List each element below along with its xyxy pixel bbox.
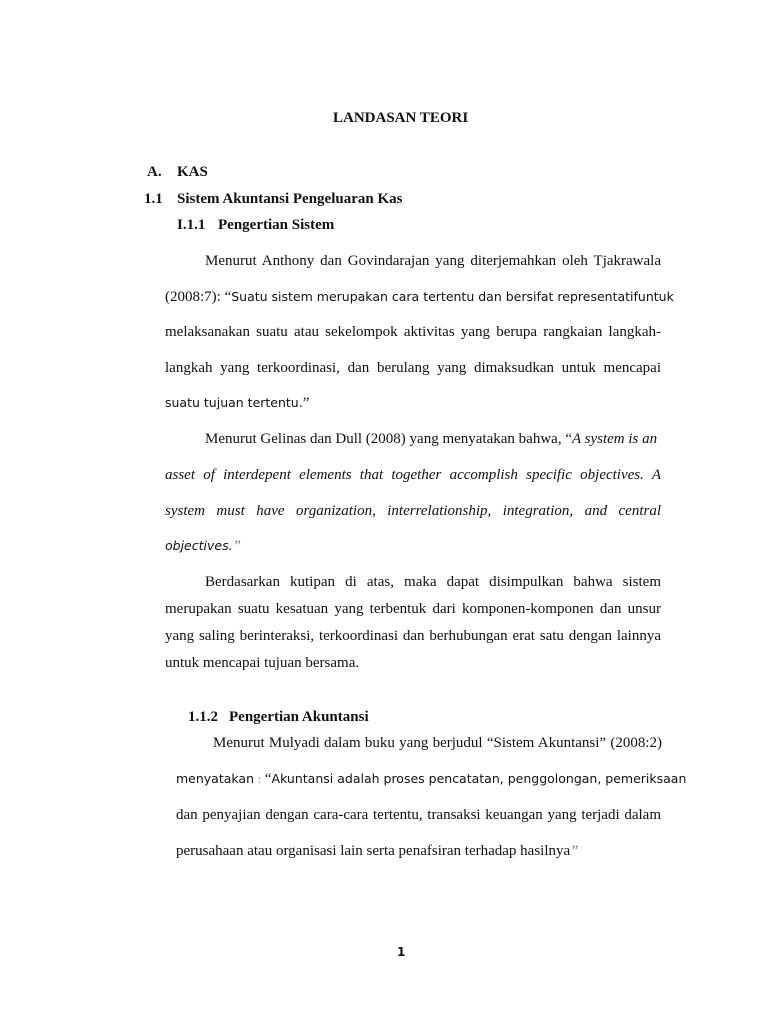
- para4-line2-open: “: [264, 771, 272, 787]
- page-number: 1: [397, 945, 406, 959]
- para1-line2-quote: Suatu sistem merupakan cara tertentu dan bersifat representatif: [231, 289, 638, 304]
- section-1-1-number: 1.1: [144, 191, 163, 207]
- section-1-1-1-number: I.1.1: [177, 217, 206, 233]
- para4-line1: [213, 735, 662, 752]
- para1-line2-tail: untuk: [637, 289, 674, 304]
- para2-line3: system must have organization, interrelationship, integration, and central: [165, 503, 661, 519]
- section-a-label: KAS: [177, 164, 208, 180]
- para4-line2: [176, 771, 687, 788]
- para3-line3: yang saling berinteraksi, terkoordinasi dan berhubungan erat satu dengan lainnya: [165, 628, 661, 644]
- para4-line2-quote: Akuntansi adalah proses pencatatan, penggolongan, pemeriksaan: [271, 771, 687, 786]
- page-title: LANDASAN TEORI: [333, 110, 469, 126]
- section-1-1-2-number: 1.1.2: [188, 709, 218, 725]
- para4-line4-text: perusahaan atau organisasi lain serta penafsiran terhadap hasilnya: [176, 843, 571, 859]
- para2-line2: asset of interdepent elements that together accomplish specific objectives. A: [165, 467, 661, 483]
- para2-line1-italic: A system is an: [571, 431, 658, 447]
- para2-line4-text: objectives.: [165, 538, 233, 553]
- section-a-marker: A.: [147, 164, 162, 180]
- para2-line4: [165, 538, 241, 555]
- para1-line2-lead: (2008:7): “: [165, 289, 232, 305]
- para4-line3: dan penyajian dengan cara-cara tertentu, transaksi keuangan yang terjadi dalam: [176, 807, 661, 823]
- para4-line4: [176, 843, 579, 860]
- para1-line5-text: suatu tujuan tertentu.: [165, 395, 303, 410]
- para1-line5-close: ”: [302, 395, 310, 411]
- para2-line4-close: ”: [232, 538, 241, 554]
- para3-line2: merupakan suatu kesatuan yang terbentuk dari komponen-komponen dan unsur: [165, 601, 661, 617]
- para1-line5: [165, 395, 309, 412]
- para4-line1-text: Menurut Mulyadi dalam buku yang berjudul “Sistem Akuntansi” (2008:2): [213, 735, 662, 751]
- para3-line1: Berdasarkan kutipan di atas, maka dapat disimpulkan bahwa sistem: [205, 574, 661, 590]
- para4-line2-lead: menyatakan: [176, 771, 255, 786]
- section-1-1-label: Sistem Akuntansi Pengeluaran Kas: [177, 191, 403, 207]
- section-1-1-1-label: Pengertian Sistem: [218, 217, 335, 233]
- section-1-1-2-label: Pengertian Akuntansi: [229, 709, 369, 725]
- para2-line1-lead: Menurut Gelinas dan Dull (2008) yang menyatakan bahwa, “: [205, 431, 572, 447]
- para4-line4-close: ”: [570, 843, 579, 859]
- para1-line2: [165, 289, 674, 306]
- para3-line4: untuk mencapai tujuan bersama.: [165, 655, 360, 671]
- para4-line2-colon: :: [257, 772, 262, 786]
- para1-line3: melaksanakan suatu atau sekelompok aktivitas yang berupa rangkaian langkah-: [165, 324, 661, 340]
- para2-line1: [205, 431, 657, 448]
- para1-line1: Menurut Anthony dan Govindarajan yang diterjemahkan oleh Tjakrawala: [205, 253, 661, 269]
- para1-line4: langkah yang terkoordinasi, dan berulang yang dimaksudkan untuk mencapai: [165, 360, 661, 376]
